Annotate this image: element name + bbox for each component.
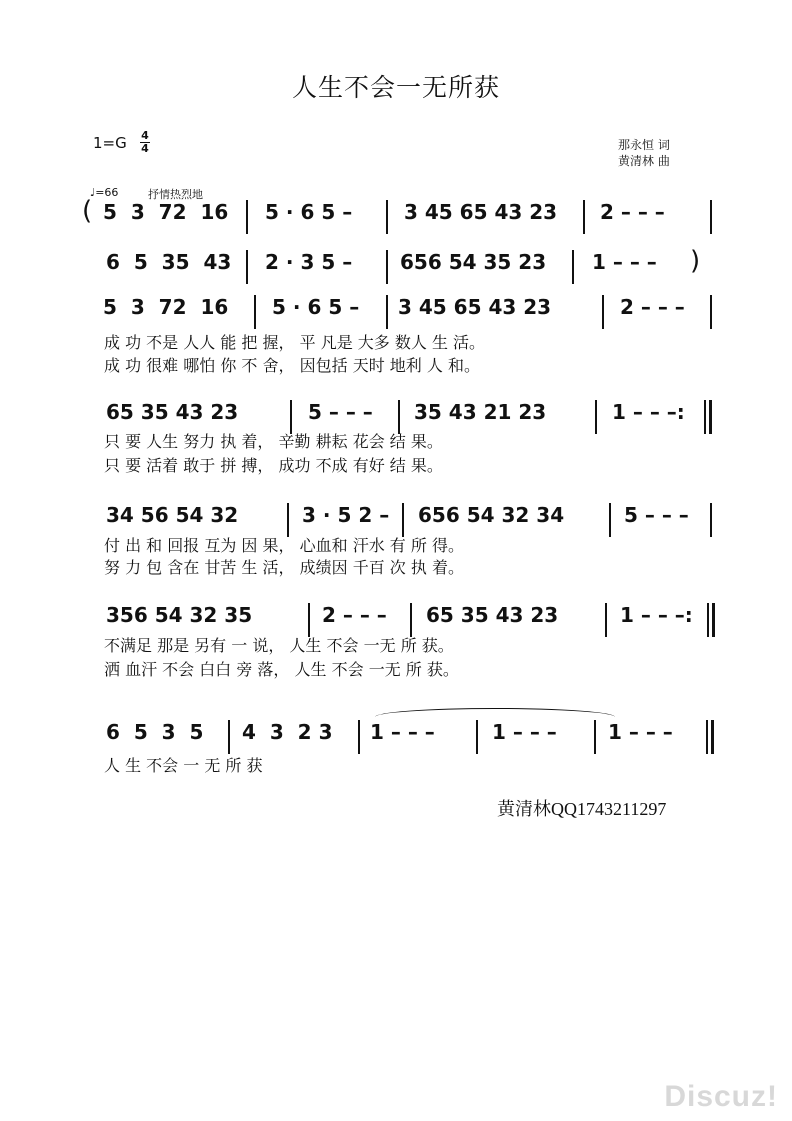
- measure-28: 1 – – –: [492, 720, 557, 744]
- measure-5: 6 5 35 43: [106, 250, 232, 274]
- measure-10: 5 · 6 5 –: [272, 295, 360, 319]
- measure-25: 6 5 3 5: [106, 720, 204, 744]
- lyric-line: 成 功 不是 人人 能 把 握， 平 凡是 大多 数人 生 活。: [104, 333, 486, 352]
- time-signature-top: 4: [141, 129, 149, 142]
- score-system-2: 6 5 35 43 2 · 3 5 – 656 54 35 23 1 – – – ): [0, 250, 792, 286]
- key-signature: 1=G: [93, 134, 127, 152]
- measure-17: 34 56 54 32: [106, 503, 239, 527]
- measure-22: 2 – – –: [322, 603, 387, 627]
- tempo-mark: ♩=66: [90, 186, 119, 199]
- expression-mark: 抒情热烈地: [148, 188, 203, 201]
- measure-15: 35 43 21 23: [414, 400, 547, 424]
- watermark: Discuz!: [664, 1080, 778, 1113]
- measure-20: 5 – – –: [624, 503, 689, 527]
- lyric-line: 洒 血汗 不会 白白 旁 落， 人生 不会 一无 所 获。: [104, 660, 459, 679]
- measure-21: 356 54 32 35: [106, 603, 253, 627]
- measure-23: 65 35 43 23: [426, 603, 559, 627]
- page-title: 人生不会一无所获: [291, 73, 500, 102]
- score-system-1: ( 5 3 72 16 5 · 6 5 – 3 45 65 43 23 2 – – –: [0, 200, 792, 236]
- measure-13: 65 35 43 23: [106, 400, 239, 424]
- score-system-5: [0, 503, 792, 539]
- time-signature: [140, 130, 150, 155]
- measure-18: 3 · 5 2 –: [302, 503, 390, 527]
- measure-26: 4 3 2 3: [242, 720, 333, 744]
- lyric-line: 不满足 那是 另有 一 说， 人生 不会 一无 所 获。: [104, 636, 454, 655]
- measure-4: 2 – – –: [600, 200, 665, 224]
- lyric-line: 只 要 人生 努力 执 着， 辛勤 耕耘 花会 结 果。: [104, 432, 443, 451]
- measure-19: 656 54 32 34: [418, 503, 565, 527]
- measure-8: 1 – – –: [592, 250, 657, 274]
- score-system-3: [0, 295, 792, 331]
- time-signature-bottom: 4: [141, 142, 149, 155]
- measure-1: 5 3 72 16: [103, 200, 229, 224]
- measure-14: 5 – – –: [308, 400, 373, 424]
- composer: 黄清林 曲: [618, 154, 670, 168]
- lyric-line: 努 力 包 含在 甘苦 生 活， 成绩因 千百 次 执 着。: [104, 558, 464, 577]
- measure-6: 2 · 3 5 –: [265, 250, 353, 274]
- measure-7: 656 54 35 23: [400, 250, 547, 274]
- score-system-7: [0, 720, 792, 756]
- lyric-line: 付 出 和 回报 互为 因 果， 心血和 汗水 有 所 得。: [104, 536, 464, 555]
- lyric-line: 成 功 很难 哪怕 你 不 舍， 因包括 天时 地利 人 和。: [104, 356, 480, 375]
- measure-29: 1 – – –: [608, 720, 673, 744]
- measure-9: 5 3 72 16: [103, 295, 229, 319]
- measure-11: 3 45 65 43 23: [398, 295, 552, 319]
- lyric-line: 只 要 活着 敢于 拼 搏， 成功 不成 有好 结 果。: [104, 456, 443, 475]
- measure-2: 5 · 6 5 –: [265, 200, 353, 224]
- lyricist: 那永恒 词: [618, 138, 670, 152]
- score-system-6: [0, 603, 792, 639]
- measure-27: 1 – – –: [370, 720, 435, 744]
- lyric-line: 人 生 不会 一 无 所 获: [104, 756, 263, 775]
- arranger-signature: 黄清林QQ1743211297: [497, 799, 667, 819]
- measure-24: 1 – – –:: [620, 603, 693, 627]
- score-system-4: [0, 400, 792, 436]
- measure-16: 1 – – –:: [612, 400, 685, 424]
- measure-12: 2 – – –: [620, 295, 685, 319]
- measure-3: 3 45 65 43 23: [404, 200, 558, 224]
